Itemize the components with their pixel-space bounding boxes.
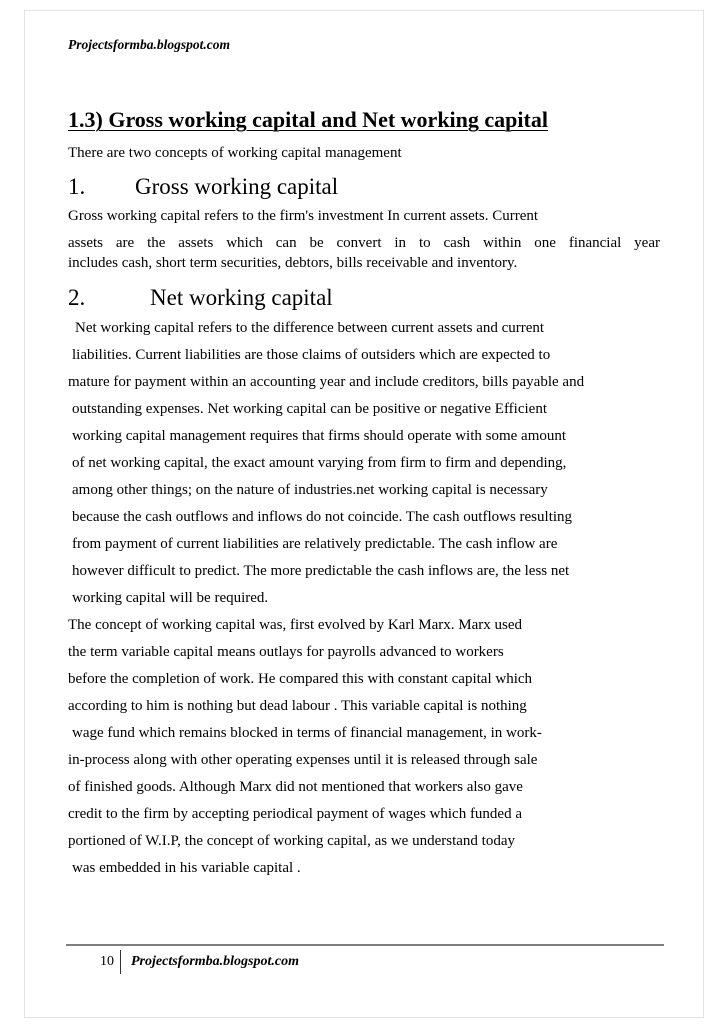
gross-number: 1. — [68, 174, 86, 199]
gross-line: Gross working capital refers to the firm's investment In current assets. Current — [68, 208, 539, 224]
section-title: 1.3) Gross working capital and Net working capital — [68, 107, 548, 132]
marx-line: of finished goods. Although Marx did not mentioned that workers also gave — [68, 779, 523, 795]
marx-line: credit to the firm by accepting periodical payment of wages which funded a — [68, 806, 522, 822]
section-intro: There are two concepts of working capital management — [68, 145, 402, 161]
net-heading-text: Net working capital — [150, 285, 333, 310]
footer-separator — [120, 950, 121, 974]
gross-heading — [68, 172, 338, 202]
marx-line: portioned of W.I.P, the concept of working capital, as we understand today — [68, 833, 515, 849]
net-heading — [68, 283, 333, 313]
gross-heading-text: Gross working capital — [135, 174, 339, 199]
footer-rule — [66, 944, 664, 946]
marx-line: The concept of working capital was, first evolved by Karl Marx. Marx used — [68, 617, 523, 633]
net-line: Net working capital refers to the difference between current assets and current — [75, 320, 545, 336]
net-line: working capital will be required. — [72, 590, 269, 606]
marx-line: in-process along with other operating expenses until it is released through sale — [68, 752, 538, 768]
net-line: liabilities. Current liabilities are those claims of outsiders which are expected to — [72, 347, 551, 363]
net-line: among other things; on the nature of industries.net working capital is necessary — [72, 482, 548, 498]
page-footer — [100, 950, 299, 974]
marx-line: was embedded in his variable capital . — [72, 860, 301, 876]
net-number: 2. — [68, 285, 86, 310]
net-line: outstanding expenses. Net working capital can be positive or negative Efficient — [72, 401, 547, 417]
page-number: 10 — [100, 954, 114, 969]
gross-line: assets are the assets which can be convert in to cash within one financial year — [68, 235, 660, 251]
net-line: because the cash outflows and inflows do not coincide. The cash outflows resulting — [72, 509, 573, 525]
footer-site-name: Projectsformba.blogspot.com — [131, 954, 299, 969]
net-line: working capital management requires that firms should operate with some amount — [72, 428, 567, 444]
marx-line: the term variable capital means outlays for payrolls advanced to workers — [68, 644, 504, 660]
gross-line: includes cash, short term securities, debtors, bills receivable and inventory. — [68, 255, 518, 271]
marx-line: before the completion of work. He compared this with constant capital which — [68, 671, 533, 687]
marx-line: according to him is nothing but dead labour . This variable capital is nothing — [68, 698, 527, 714]
net-line: of net working capital, the exact amount varying from firm to firm and depending, — [72, 455, 567, 471]
net-line: from payment of current liabilities are relatively predictable. The cash inflow are — [72, 536, 558, 552]
net-line: mature for payment within an accounting year and include creditors, bills payable and — [68, 374, 585, 390]
marx-line: wage fund which remains blocked in terms of financial management, in work- — [72, 725, 542, 741]
header-site-name: Projectsformba.blogspot.com — [68, 37, 230, 52]
net-line: however difficult to predict. The more predictable the cash inflows are, the less net — [72, 563, 570, 579]
